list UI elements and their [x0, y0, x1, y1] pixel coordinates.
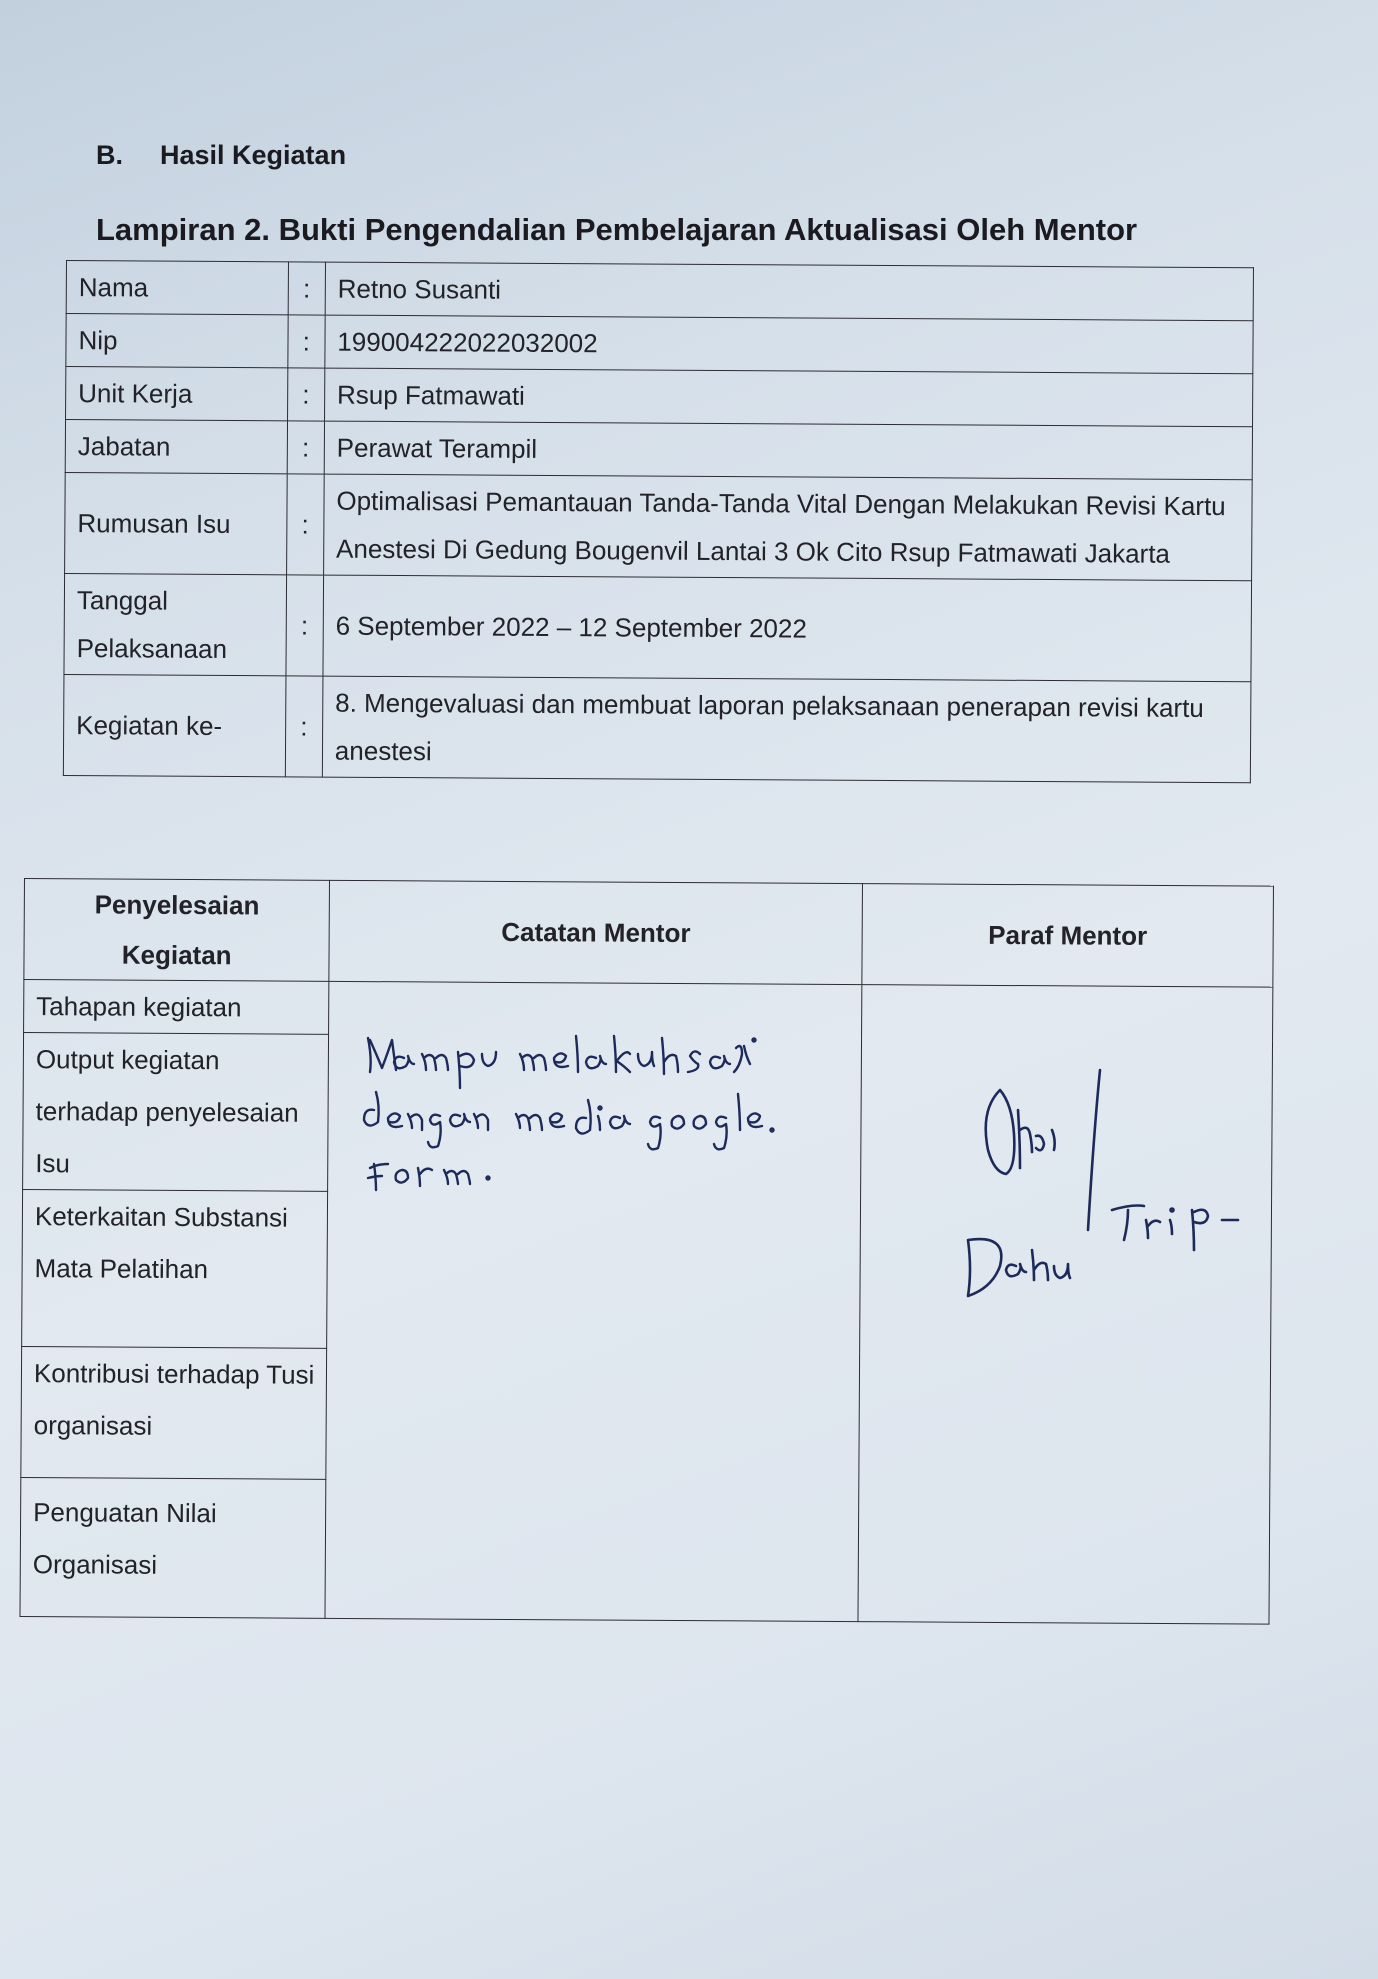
identity-label: Tanggal Pelaksanaan — [64, 573, 286, 675]
header-penyelesaian: Penyelesaian Kegiatan — [24, 879, 330, 982]
identity-row — [63, 674, 1251, 782]
identity-value: 6 September 2022 – 12 September 2022 — [323, 575, 1252, 682]
identity-row — [66, 261, 1253, 321]
identity-value: Perawat Terampil — [324, 421, 1252, 480]
identity-row — [66, 367, 1253, 427]
identity-label: Unit Kerja — [66, 367, 288, 421]
section-letter: B. — [96, 140, 123, 170]
mentor-table-header — [24, 879, 1274, 988]
step-cell: Keterkaitan Substansi Mata Pelatihan — [22, 1189, 328, 1348]
identity-label: Nama — [66, 261, 288, 315]
header-paraf-mentor: Paraf Mentor — [862, 884, 1274, 988]
step-cell: Penguatan Nilai Organisasi — [20, 1477, 326, 1618]
separator: : — [286, 575, 324, 676]
identity-label: Kegiatan ke- — [63, 674, 285, 776]
mentor-signature — [960, 1060, 1280, 1300]
separator: : — [285, 676, 323, 777]
step-cell: Tahapan kegiatan — [24, 980, 330, 1035]
separator: : — [288, 315, 325, 368]
identity-row — [64, 573, 1252, 681]
header-catatan-mentor: Catatan Mentor — [329, 880, 862, 984]
identity-row — [65, 472, 1253, 580]
section-heading — [96, 140, 346, 171]
identity-label: Nip — [66, 314, 288, 368]
identity-label: Rumusan Isu — [65, 472, 287, 574]
identity-value: Rsup Fatmawati — [324, 368, 1252, 427]
separator: : — [287, 421, 324, 474]
separator: : — [287, 368, 324, 421]
identity-row — [65, 420, 1252, 480]
identity-value: 8. Mengevaluasi dan membuat laporan pelaksanaan penerapan revisi kartu anestesi — [322, 676, 1251, 783]
separator: : — [288, 262, 325, 315]
identity-value: 199004222022032002 — [325, 315, 1253, 374]
identity-row — [66, 314, 1253, 374]
identity-value: Retno Susanti — [325, 262, 1253, 321]
step-cell: Kontribusi terhadap Tusi organisasi — [21, 1346, 327, 1479]
section-title: Hasil Kegiatan — [160, 140, 347, 170]
identity-label: Jabatan — [65, 420, 287, 474]
step-cell: Output kegiatan terhadap penyelesaian Isu — [23, 1033, 329, 1192]
identity-table — [63, 260, 1254, 783]
separator: : — [286, 474, 324, 575]
handwritten-note — [360, 1018, 880, 1198]
document-title: Lampiran 2. Bukti Pengendalian Pembelajaran Aktualisasi Oleh Mentor — [96, 212, 1138, 247]
identity-value: Optimalisasi Pemantauan Tanda-Tanda Vital Dengan Melakukan Revisi Kartu Anestesi Di Gedung Bougenvil Lantai 3 Ok Cito Rsup Fatmawati Jakarta — [323, 474, 1252, 581]
